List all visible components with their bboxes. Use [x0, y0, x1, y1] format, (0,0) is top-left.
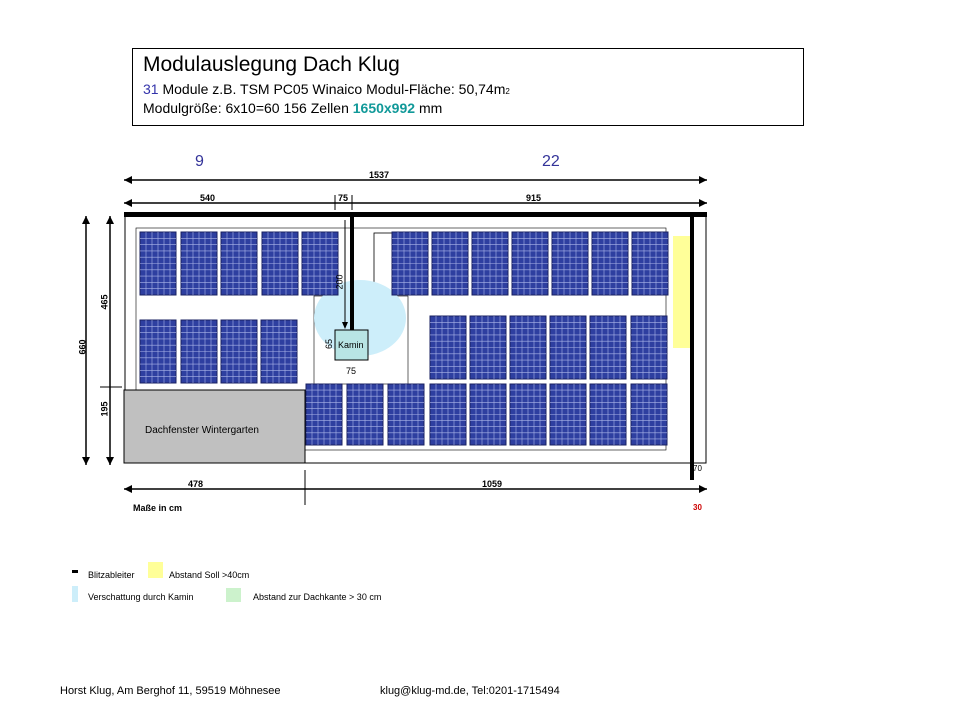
- solar-module: [632, 232, 668, 295]
- shade-legend-swatch: [72, 586, 78, 602]
- dim-edge-30: 30: [693, 503, 702, 512]
- solar-module: [432, 232, 468, 295]
- legend-distance-target: Abstand Soll >40cm: [169, 570, 250, 580]
- solar-module: [302, 232, 338, 295]
- solar-module: [470, 316, 506, 379]
- footer-address: Horst Klug, Am Berghof 11, 59519 Möhnesee: [60, 685, 281, 697]
- skylight-label: Dachfenster Wintergarten: [145, 425, 259, 436]
- solar-module: [590, 316, 626, 379]
- solar-module: [140, 232, 176, 295]
- solar-module: [306, 384, 342, 445]
- dim-chimney-width: 75: [346, 366, 357, 376]
- dim-bottom-right: 1059: [482, 479, 503, 489]
- dim-chimney-gap: 75: [338, 193, 349, 203]
- dim-split-arrow-head-left: [124, 199, 132, 207]
- solar-module: [221, 320, 257, 383]
- dim-height-total: 660: [77, 339, 88, 355]
- solar-module: [631, 384, 667, 445]
- right-module-count: 22: [542, 153, 560, 170]
- area-unit-sup: 2: [505, 87, 510, 96]
- lightning-legend-swatch: [72, 570, 78, 573]
- dim-total-arrow-head-right: [699, 176, 707, 184]
- dim-total-arrow-head-left: [124, 176, 132, 184]
- distance-strip: [673, 236, 690, 348]
- legend-chimney-shade: Verschattung durch Kamin: [88, 592, 194, 602]
- dim-height-split-arrow-head-top: [106, 216, 114, 224]
- solar-module: [592, 232, 628, 295]
- solar-module: [347, 384, 383, 445]
- legend-lightning: Blitzableiter: [88, 570, 135, 580]
- ridge-line: [124, 212, 707, 217]
- yellow-legend-swatch: [148, 562, 163, 578]
- dim-height-total-arrow-head-bottom: [82, 457, 90, 465]
- dim-bottom-left: 478: [188, 479, 204, 489]
- solar-module: [388, 384, 424, 445]
- dim-height-lower: 195: [99, 401, 110, 417]
- dim-bottom-arrow-head-right: [699, 485, 707, 493]
- module-size-unit: mm: [418, 100, 443, 116]
- units-note: Maße in cm: [133, 503, 183, 513]
- legend-edge-distance: Abstand zur Dachkante > 30 cm: [253, 592, 382, 602]
- dim-height-upper: 465: [99, 294, 110, 310]
- lightning-rod-right: [690, 214, 694, 480]
- solar-module: [181, 232, 217, 295]
- dim-height-split-arrow-head-bottom: [106, 457, 114, 465]
- dim-height-total-arrow-head-top: [82, 216, 90, 224]
- dim-edge-70: 70: [693, 464, 702, 473]
- dim-bottom-arrow-head-left: [124, 485, 132, 493]
- solar-module: [392, 232, 428, 295]
- dim-split-arrow-head-right: [699, 199, 707, 207]
- module-size-prefix: Modulgröße: 6x10=60 156 Zellen: [143, 100, 349, 116]
- dim-right-width: 915: [526, 193, 542, 203]
- dim-left-width: 540: [200, 193, 216, 203]
- solar-module: [512, 232, 548, 295]
- page-title: Modulauslegung Dach Klug: [143, 53, 400, 76]
- lightning-rod-chimney: [350, 214, 354, 330]
- solar-module: [590, 384, 626, 445]
- chimney-label: Kamin: [338, 340, 364, 350]
- solar-module: [472, 232, 508, 295]
- solar-module: [181, 320, 217, 383]
- solar-module: [430, 316, 466, 379]
- solar-module: [550, 384, 586, 445]
- footer-contact: klug@klug-md.de, Tel:0201-1715494: [380, 685, 560, 697]
- module-summary-text: Module z.B. TSM PC05 Winaico Modul-Fläche: 50,74m: [162, 81, 506, 97]
- solar-module: [552, 232, 588, 295]
- left-module-count: 9: [195, 153, 204, 170]
- dim-chimney-vertical: 200: [334, 274, 345, 290]
- solar-module: [510, 316, 546, 379]
- solar-module: [470, 384, 506, 445]
- solar-module: [550, 316, 586, 379]
- vent-box: [374, 233, 392, 291]
- green-legend-swatch: [226, 588, 241, 602]
- solar-module: [261, 320, 297, 383]
- solar-module: [430, 384, 466, 445]
- solar-module: [262, 232, 298, 295]
- dim-total-width: 1537: [369, 170, 390, 180]
- solar-module: [631, 316, 667, 379]
- solar-module: [221, 232, 257, 295]
- solar-module: [140, 320, 176, 383]
- module-dimensions: 1650x992: [352, 100, 416, 116]
- dim-chimney-small: 65: [324, 338, 335, 350]
- solar-module: [510, 384, 546, 445]
- module-count: 31: [143, 81, 159, 97]
